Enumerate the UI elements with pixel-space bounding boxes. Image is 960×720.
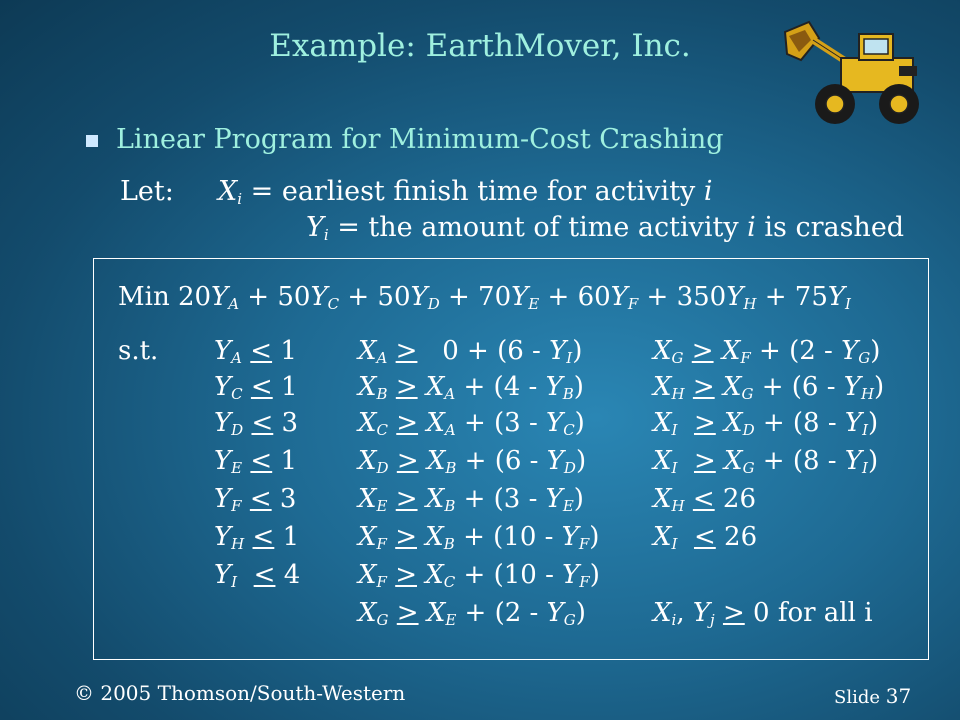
- y-definition: $Y_i$ = the amount of time activity i is crashed: [306, 212, 905, 244]
- bullet-square-icon: [86, 135, 98, 147]
- constraint-xf-b: $X_F > X_B + (10 - Y_F)$: [358, 522, 600, 553]
- constraint-yd: $Y_D < 3$: [214, 408, 299, 439]
- constraint-ya: $Y_A < 1$: [214, 336, 297, 367]
- constraint-yi: $Y_I < 4$: [214, 560, 301, 591]
- let-label: Let:: [120, 176, 174, 207]
- constraint-ye: $Y_E < 1$: [214, 446, 297, 477]
- slide-title: Example: EarthMover, Inc.: [269, 28, 691, 64]
- constraint-xh-limit: $X_H < 26$: [653, 484, 757, 515]
- constraint-xi-g: $X_I > X_G + (8 - Y_I)$: [653, 446, 879, 477]
- copyright-footer: © 2005 Thomson/South-Western: [74, 681, 406, 705]
- constraint-yh: $Y_H < 1$: [214, 522, 300, 553]
- constraint-xd: $X_D > X_B + (6 - Y_D)$: [358, 446, 587, 477]
- subject-to-label: s.t.: [118, 336, 159, 366]
- constraint-xc: $X_C > X_A + (3 - Y_C)$: [358, 408, 585, 439]
- constraint-xe: $X_E > X_B + (3 - Y_E)$: [358, 484, 584, 515]
- bullet-text: Linear Program for Minimum-Cost Crashing: [116, 124, 724, 155]
- objective-function: Min $20Y_A + 50Y_C + 50Y_D + 70Y_E + 60Y_F + 350Y_H + 75Y_I$: [118, 282, 851, 313]
- constraint-xi-d: $X_I > X_D + (8 - Y_I)$: [653, 408, 879, 439]
- constraint-xg-f: $X_G > X_F + (2 - Y_G)$: [653, 336, 881, 367]
- constraint-xf-c: $X_F > X_C + (10 - Y_F)$: [358, 560, 600, 591]
- slide-number: Slide 37: [834, 684, 912, 708]
- constraint-xa: $X_A > 0 + (6 - Y_I)$: [358, 336, 583, 367]
- constraint-yf: $Y_F < 3$: [214, 484, 297, 515]
- nonnegativity-constraint: $X_i$, $Y_j > 0$ for all i: [653, 598, 873, 629]
- constraint-xi-limit: $X_I < 26$: [653, 522, 758, 553]
- constraint-xb: $X_B > X_A + (4 - Y_B)$: [358, 372, 584, 403]
- x-definition: $X_i$ = earliest finish time for activity i: [218, 176, 713, 208]
- earthmover-loader-image: [775, 14, 925, 130]
- constraint-xh-g: $X_H > X_G + (6 - Y_H)$: [653, 372, 885, 403]
- constraint-yc: $Y_C < 1$: [214, 372, 298, 403]
- bullet-item: [86, 124, 724, 155]
- constraint-xg-e: $X_G > X_E + (2 - Y_G)$: [358, 598, 586, 629]
